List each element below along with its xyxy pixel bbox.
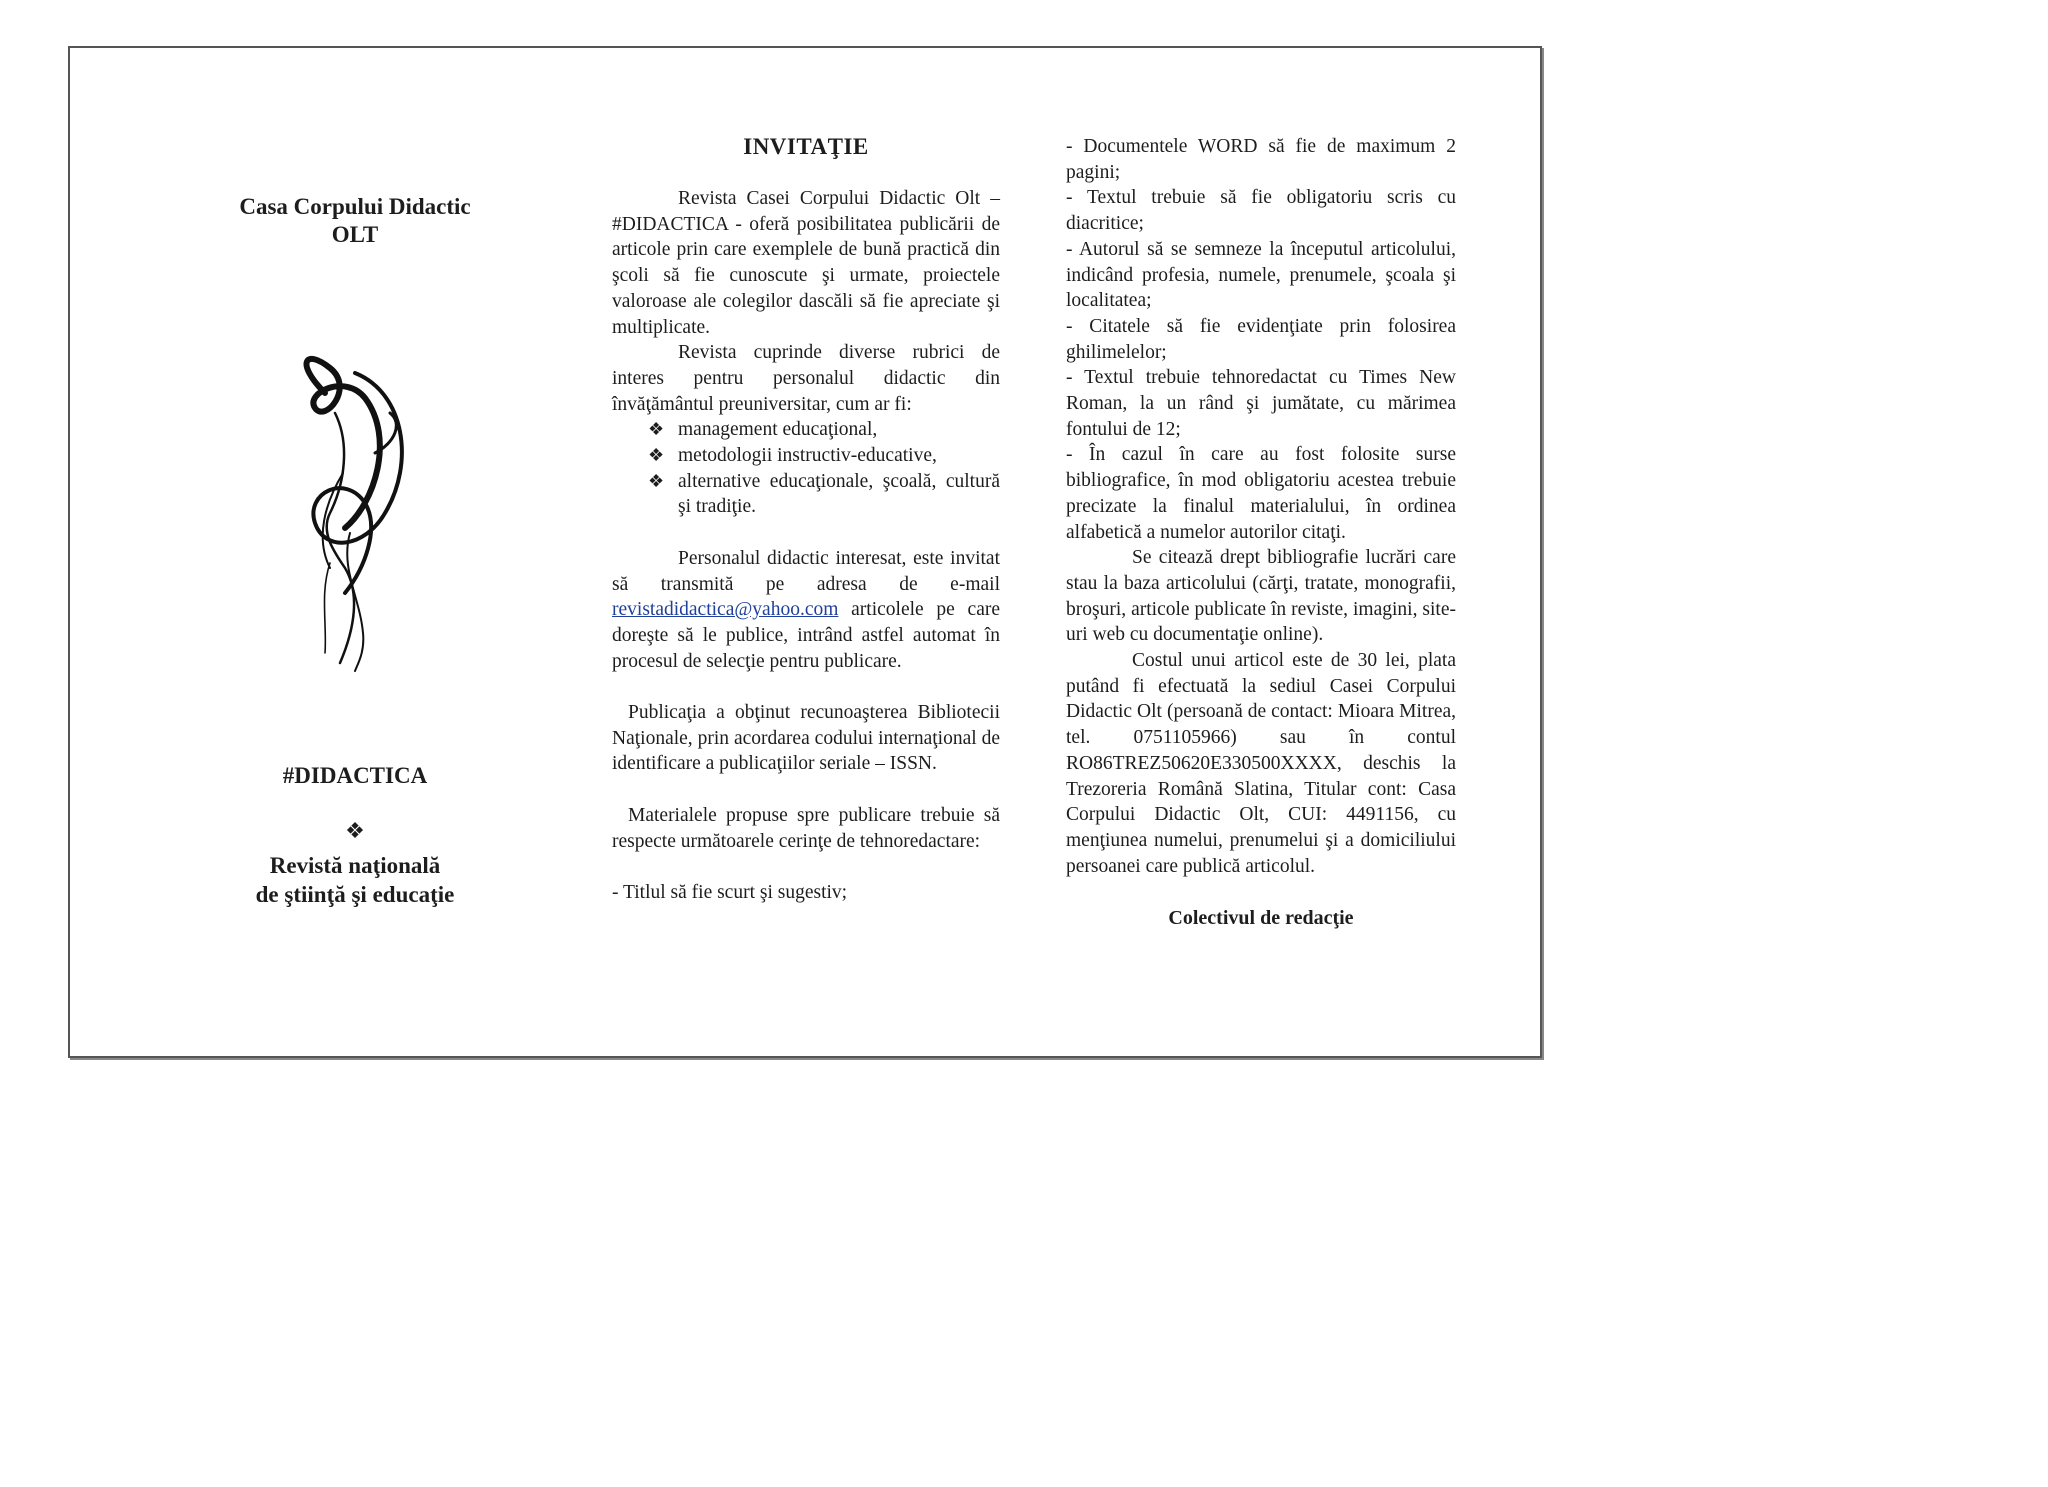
requirements-panel bbox=[1066, 134, 1456, 930]
issn-paragraph: Publicaţia a obţinut recunoaşterea Bibliotecii Naţionale, prin acordarea codului internaţional de identificare a publicaţiilor seriale – ISSN. bbox=[612, 702, 1000, 775]
list-item bbox=[648, 443, 1000, 469]
invitation-panel bbox=[612, 134, 1000, 906]
requirement-item: - Citatele să fie evidenţiate prin folosirea ghilimelelor; bbox=[1066, 315, 1456, 363]
publication-name: #DIDACTICA bbox=[282, 763, 428, 788]
cover-panel bbox=[70, 48, 640, 1056]
requirement-item: - Documentele WORD să fie de maximum 2 pagini; bbox=[1066, 136, 1456, 183]
cost-paragraph: Costul unui articol este de 30 lei, plata putând fi efectuată la sediul Casei Corpului Didactic Olt (persoană de contact: Mioara Mitrea, tel. 0751105966) sau în contul RO86TREZ50620E330500XXXX, deschis la Trezoreria Română Slatina, Titular cont: Casa Corpului Didactic Olt, CUI: 4491156, cu menţiunea numelui, prenumelui şi a domiciliului persoanei care publică articolul. bbox=[1066, 650, 1456, 877]
invite-paragraph bbox=[612, 546, 1000, 675]
invite-text-before: Personalul didactic interesat, este invitat să transmită pe adresa de e-mail bbox=[612, 547, 1000, 595]
rubric-text: management educaţional, bbox=[678, 419, 878, 441]
calligraphic-flourish-icon bbox=[285, 353, 425, 673]
brochure-frame bbox=[68, 46, 1542, 1058]
intro-paragraph: Revista Casei Corpului Didactic Olt – #DIDACTICA - oferă posibilitatea publicării de articole prin care exemplele de bună practică din şcoli să fie cunoscute şi urmate, proiectele valoroase ale colegilor dascăli să fie apreciate şi multiplicate. bbox=[612, 188, 1000, 338]
ornament-icon: ❖ bbox=[345, 818, 365, 843]
bullet-icon: ❖ bbox=[648, 419, 665, 440]
organization-name bbox=[70, 193, 640, 249]
rubrics-list bbox=[612, 417, 1000, 520]
requirement-item: - În cazul în care au fost folosite surse bibliografice, în mod obligatoriu acestea trebuie precizate la finalul materialului, în ordinea alfabetică a numelor autorilor citaţi. bbox=[1066, 444, 1456, 543]
publication-subtitle bbox=[70, 851, 640, 909]
subtitle-line-2: de ştiinţă şi educaţie bbox=[255, 882, 455, 907]
bullet-icon: ❖ bbox=[648, 470, 665, 491]
requirement-item: - Autorul să se semneze la începutul articolului, indicând profesia, numele, prenumele, şcoala şi localitatea; bbox=[1066, 238, 1456, 312]
list-item bbox=[648, 417, 1000, 443]
editorial-signature: Colectivul de redacţie bbox=[1168, 907, 1354, 930]
rubrics-intro: Revista cuprinde diverse rubrici de interes pentru personalul didactic din învăţământul preuniversitar, cum ar fi: bbox=[612, 342, 1000, 415]
requirement-item: - Textul trebuie să fie obligatoriu scris cu diacritice; bbox=[1066, 187, 1456, 235]
requirement-item: - Titlul să fie scurt şi sugestiv; bbox=[612, 881, 848, 903]
rubric-text: metodologii instructiv-educative, bbox=[678, 445, 937, 467]
invitation-title: INVITAŢIE bbox=[743, 134, 869, 159]
bullet-icon: ❖ bbox=[648, 445, 665, 466]
org-line-2: OLT bbox=[331, 222, 379, 247]
invite-text-after: articolele pe care doreşte să le publice, intrând astfel automat în procesul de selecţie pentru publicare. bbox=[612, 599, 1001, 672]
subtitle-line-1: Revistă naţională bbox=[269, 853, 441, 878]
list-item bbox=[648, 469, 1000, 520]
bibliography-paragraph: Se citează drept bibliografie lucrări care stau la baza articolului (cărţi, tratate, monografii, broşuri, articole publicate în reviste, imagini, site-uri web cu documentaţie online). bbox=[1066, 547, 1456, 646]
requirements-intro: Materialele propuse spre publicare trebuie să respecte următoarele cerinţe de tehnoredactare: bbox=[612, 804, 1000, 852]
email-link[interactable]: revistadidactica@yahoo.com bbox=[612, 599, 839, 621]
rubric-text: alternative educaţionale, şcoală, cultură şi tradiţie. bbox=[678, 470, 1000, 518]
requirement-item: - Textul trebuie tehnoredactat cu Times New Roman, la un rând şi jumătate, cu mărimea fontului de 12; bbox=[1066, 367, 1456, 440]
org-line-1: Casa Corpului Didactic bbox=[239, 194, 471, 219]
